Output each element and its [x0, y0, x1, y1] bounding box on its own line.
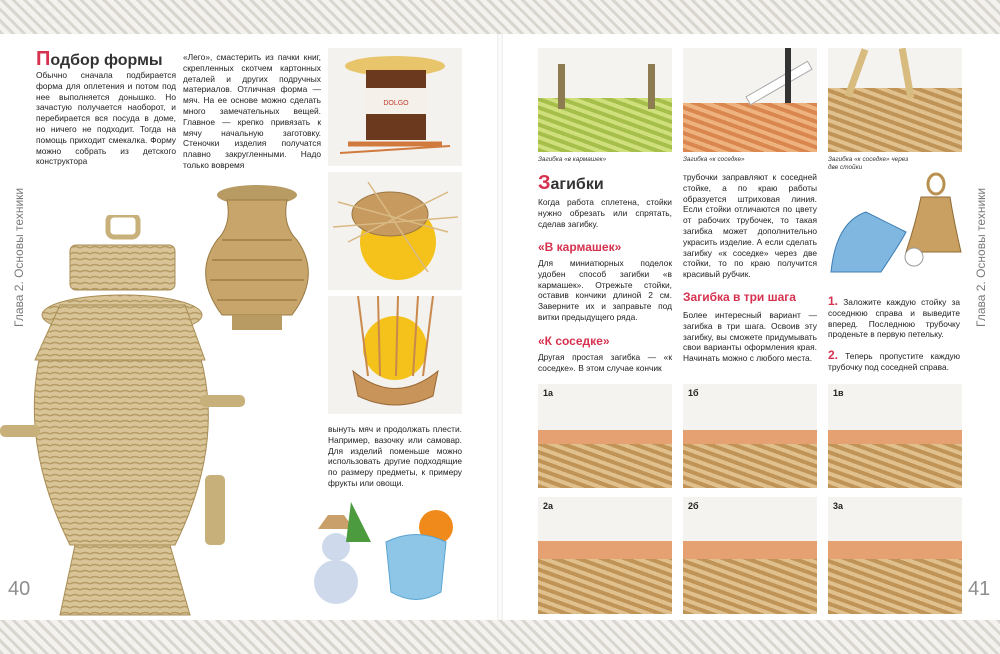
step-photo-2a [538, 497, 672, 614]
left-column-3: вынуть мяч и продолжать плести. Например, вазочку или самовар. Для изделий поменьше можно использовать другие подходящие по размеру предметы, к примеру фрукты или овощи. [328, 424, 462, 488]
snowman-and-bowl-photo [296, 497, 462, 614]
caption-neighbor: Загибка «к соседке» [683, 156, 745, 163]
jar-on-form-photo [328, 48, 462, 166]
vase-photo [192, 180, 322, 340]
pocket-text: Для миниатюрных поделок удобен способ загибки «в кармашек». Отрежьте стойки, оставив кончики длиной 2 см. Заверните их и заправьте под витки предыдущего ряда. [538, 258, 672, 322]
jar-label: DOLGO [383, 100, 409, 107]
step-2-text [828, 350, 960, 373]
step-2-description: Теперь пропустите каждую трубочку под соседней справа. [828, 351, 960, 372]
step-1-text [828, 296, 960, 340]
step-photo-1b [683, 384, 817, 488]
heading-text: Загибки [538, 172, 604, 194]
step-label-2a: 2а [543, 501, 554, 511]
step-1-description: Заложите каждую стойку за соседнюю справа и выведите вперед. Последнюю трубочку проденьте в первую петельку. [828, 297, 960, 340]
step-label-3a: 3а [833, 501, 844, 511]
right-chapter-label: Глава 2. Основы техники [974, 187, 988, 327]
basket-on-ball-photo [328, 296, 462, 414]
step-photo-3a [828, 497, 962, 614]
middle-column-text: трубочки заправляют к соседней стойке, а по краю работы образуется штриховая линия. Если стойки отличаются по цвету от рабочих трубочек, то такая загибка может дополнительно украсить изделие. А если сделать загибку «к соседке» через две стойки, то по краю получится красивый рубчик. [683, 172, 817, 280]
left-page-heading [36, 48, 163, 71]
photo-neighbor-fold [683, 48, 817, 152]
subheading-neighbor: «К соседке» [538, 334, 610, 348]
left-column-1: Обычно сначала подбирается форма для оплетения и потом под нее выполняется донышко. Но зачастую получается наоборот, и перебирается вся посуда в доме, но ничего не подходит. Тогда на помощь приходит смекалка. Форму можно собрать из детского конструктора [36, 70, 176, 167]
caption-pocket: Загибка «в кармашек» [538, 156, 607, 163]
decorative-top-band [0, 0, 1000, 34]
photo-neighbor-two-posts [828, 48, 962, 152]
book-spine [497, 34, 503, 620]
step-label-1c: 1в [833, 388, 844, 398]
subheading-three-steps: Загибка в три шага [683, 290, 796, 304]
step-photo-1a [538, 384, 672, 488]
neighbor-text: Другая простая загибка — «к соседке». В этом случае кончик [538, 352, 672, 373]
ball-form-photo [328, 172, 462, 290]
step-2-number: 2. [828, 348, 839, 362]
bells-photo [826, 172, 962, 290]
page-number-left: 40 [8, 578, 31, 600]
intro-text: Когда работа сплетена, стойки нужно обрезать или спрятать, сделав загибку. [538, 197, 672, 229]
page-number-right: 41 [968, 578, 991, 600]
step-1-number: 1. [828, 294, 839, 308]
step-label-1b: 1б [688, 388, 699, 398]
photo-pocket-fold [538, 48, 672, 152]
step-photo-2b [683, 497, 817, 614]
caption-neighbor-two: Загибка «к соседке» через две стойки [828, 156, 909, 171]
right-page-heading [538, 172, 604, 195]
left-column-2: «Лего», смастерить из пачки книг, скрепленных скотчем картонных деталей и других подручных материалов. Отличная форма — мяч. На ее основе можно сделать много замечательных вещей. Главное — крепко привязать к мячу начальную заготовку. Стеночки изделия получатся плавно закругленными. Надо только вовремя [183, 52, 321, 170]
heading-text: Подбор формы [36, 48, 163, 70]
subheading-pocket: «В кармашек» [538, 240, 622, 254]
step-photo-1c [828, 384, 962, 488]
step-label-1a: 1а [543, 388, 554, 398]
left-chapter-label: Глава 2. Основы техники [12, 187, 26, 327]
three-steps-text: Более интересный вариант — загибка в три шага. Освоив эту загибку, вы сможете придумывать свои варианты оформления края. Начинать можно с любого места. [683, 310, 817, 364]
step-label-2b: 2б [688, 501, 699, 511]
